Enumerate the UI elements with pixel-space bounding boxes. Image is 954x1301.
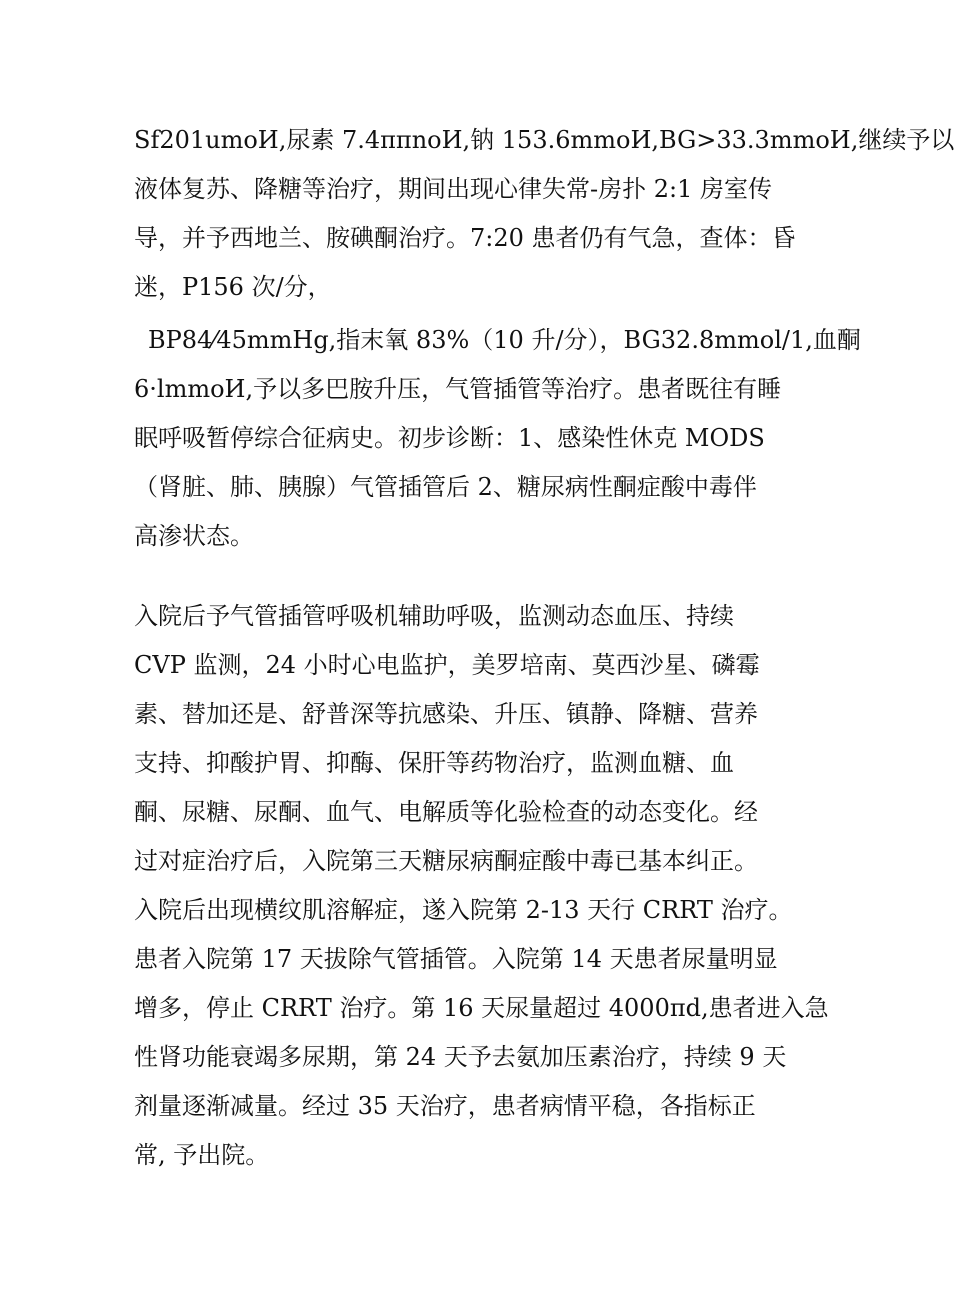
paragraph-lab-results: [134, 116, 954, 312]
text-line: BP84⁄45mmHg,指末氧 83%（10 升/分），BG32.8mmol/1,血酮: [148, 326, 861, 354]
text-line: 增多，停止 CRRT 治疗。第 16 天尿量超过 4000πd,患者进入急: [134, 994, 829, 1022]
text-line: 酮、尿糖、尿酮、血气、电解质等化验检查的动态变化。经: [134, 798, 758, 826]
text-line: 6·lmmoИ,予以多巴胺升压，气管插管等治疗。患者既往有睡: [134, 375, 782, 403]
text-line: （肾脏、肺、胰腺）气管插管后 2、糖尿病性酮症酸中毒伴: [134, 473, 757, 501]
text-line: 剂量逐渐减量。经过 35 天治疗，患者病情平稳，各指标正: [134, 1092, 756, 1120]
text-line: 导，并予西地兰、胺碘酮治疗。7:20 患者仍有气急，查体：昏: [134, 224, 796, 252]
text-line: 入院后予气管插管呼吸机辅助呼吸，监测动态血压、持续: [134, 602, 734, 630]
text-line: 入院后出现横纹肌溶解症，遂入院第 2-13 天行 CRRT 治疗。: [134, 896, 793, 924]
text-line: 常, 予出院。: [134, 1141, 270, 1169]
text-line: 高渗状态。: [134, 522, 254, 550]
paragraph-initial-diagnosis: [134, 316, 861, 561]
paragraph-treatment-course: [134, 592, 829, 1180]
text-line: CVP 监测，24 小时心电监护，美罗培南、莫西沙星、磷霉: [134, 651, 760, 679]
text-line: 素、替加还是、舒普深等抗感染、升压、镇静、降糖、营养: [134, 700, 758, 728]
text-line: Sf201umoИ,尿素 7.4ππnoИ,钠 153.6mmoИ,BG>33.3mmoИ,继续予以: [134, 126, 954, 154]
text-line: 过对症治疗后，入院第三天糖尿病酮症酸中毒已基本纠正。: [134, 847, 758, 875]
text-line: 支持、抑酸护胃、抑酶、保肝等药物治疗，监测血糖、血: [134, 749, 734, 777]
text-line: 液体复苏、降糖等治疗，期间出现心律失常-房扑 2:1 房室传: [134, 175, 772, 203]
text-line: 性肾功能衰竭多尿期，第 24 天予去氨加压素治疗，持续 9 天: [134, 1043, 787, 1071]
text-line: 眠呼吸暂停综合征病史。初步诊断：1、感染性休克 MODS: [134, 424, 765, 452]
text-line: 患者入院第 17 天拔除气管插管。入院第 14 天患者尿量明显: [134, 945, 778, 973]
text-line: 迷，P156 次/分，: [134, 273, 332, 301]
